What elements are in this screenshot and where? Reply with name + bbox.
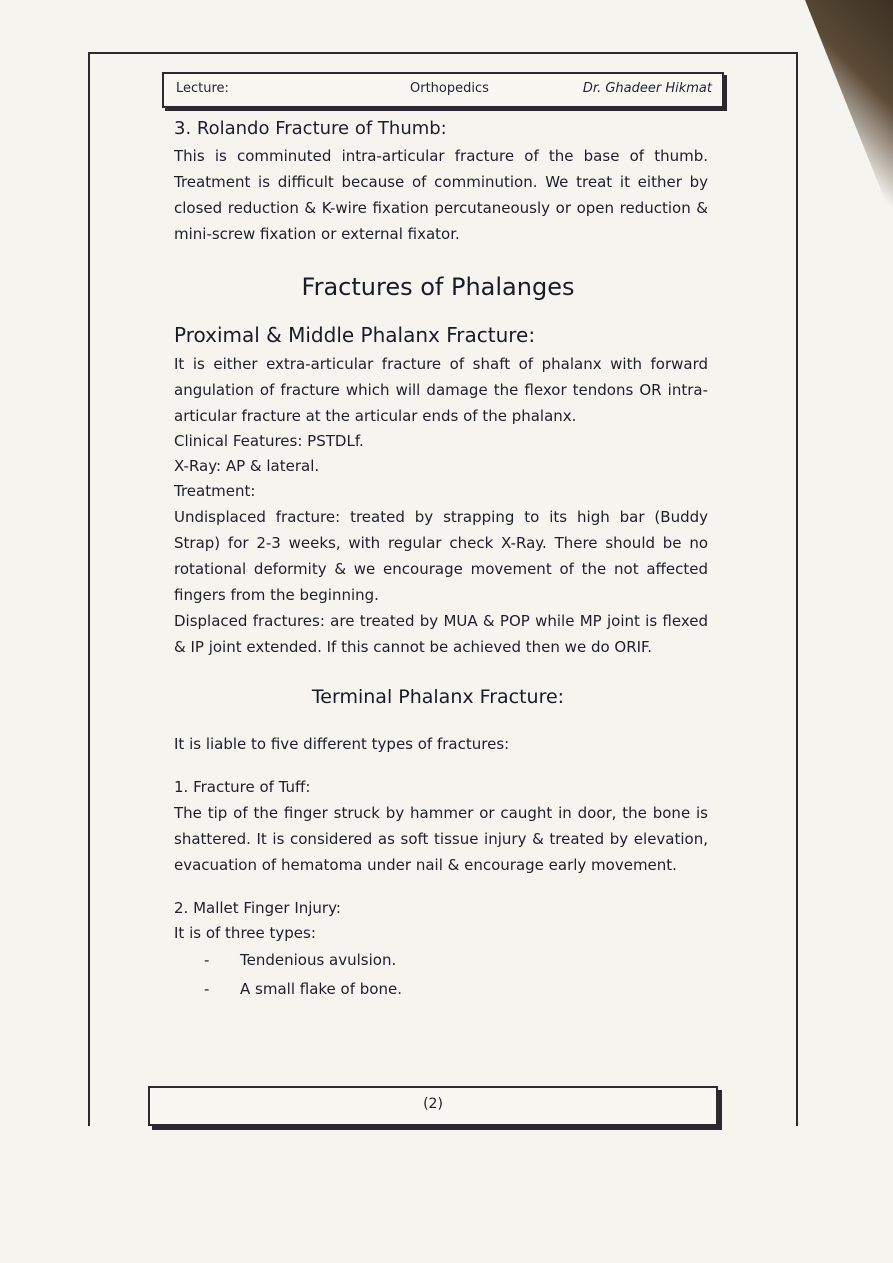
- rolando-text: This is comminuted intra-articular fracture of the base of thumb. Treatment is difficult because of comminution. We treat it either by closed reduction & K-wire fixation percutaneously or open reduction & mini-screw fixation or external fixator.: [174, 147, 708, 243]
- list-item: - A small flake of bone.: [204, 980, 402, 998]
- tuft-text: The tip of the finger struck by hammer or caught in door, the bone is shattered. It is considered as soft tissue injury & treated by elevation, evacuation of hematoma under nail & encourage early movement.: [174, 804, 708, 874]
- list-item: - Tendenious avulsion.: [204, 951, 397, 969]
- proximal-title: Proximal & Middle Phalanx Fracture:: [174, 323, 536, 347]
- page-content: [168, 118, 708, 1004]
- page-number: (2): [423, 1096, 443, 1112]
- displaced-text: Displaced fractures: are treated by MUA & POP while MP joint is flexed & IP joint extended. If this cannot be achieved then we do ORIF.: [174, 612, 708, 656]
- xray-line: X-Ray: AP & lateral.: [174, 457, 320, 475]
- mallet-types-list: [204, 946, 708, 1004]
- header-lecture-label: Lecture:: [176, 81, 229, 96]
- main-title: Fractures of Phalanges: [301, 273, 575, 301]
- header-subject: Orthopedics: [410, 81, 489, 96]
- proximal-text: It is either extra-articular fracture of shaft of phalanx with forward angulation of fracture which will damage the flexor tendons OR intra-articular fracture at the articular ends of the phalanx.: [174, 355, 708, 425]
- undisplaced-text: Undisplaced fracture: treated by strapping to its high bar (Buddy Strap) for 2-3 weeks, with regular check X-Ray. There should be no rotational deformity & we encourage movement of the not affected fingers from the beginning.: [174, 508, 708, 604]
- treatment-label: Treatment:: [174, 482, 256, 500]
- list-item-text: A small flake of bone.: [240, 980, 402, 998]
- rolando-title: 3. Rolando Fracture of Thumb:: [174, 118, 447, 139]
- clinical-features: Clinical Features: PSTDLf.: [174, 432, 364, 450]
- list-item-text: Tendenious avulsion.: [240, 951, 397, 969]
- header-author: Dr. Ghadeer Hikmat: [582, 81, 712, 96]
- terminal-intro: It is liable to five different types of fractures:: [174, 735, 510, 753]
- terminal-title: Terminal Phalanx Fracture:: [311, 686, 565, 708]
- page-header: [162, 72, 724, 108]
- mallet-title: 2. Mallet Finger Injury:: [174, 899, 341, 917]
- tuft-title: 1. Fracture of Tuff:: [174, 778, 311, 796]
- page-footer: [148, 1086, 718, 1126]
- mallet-intro: It is of three types:: [174, 924, 316, 942]
